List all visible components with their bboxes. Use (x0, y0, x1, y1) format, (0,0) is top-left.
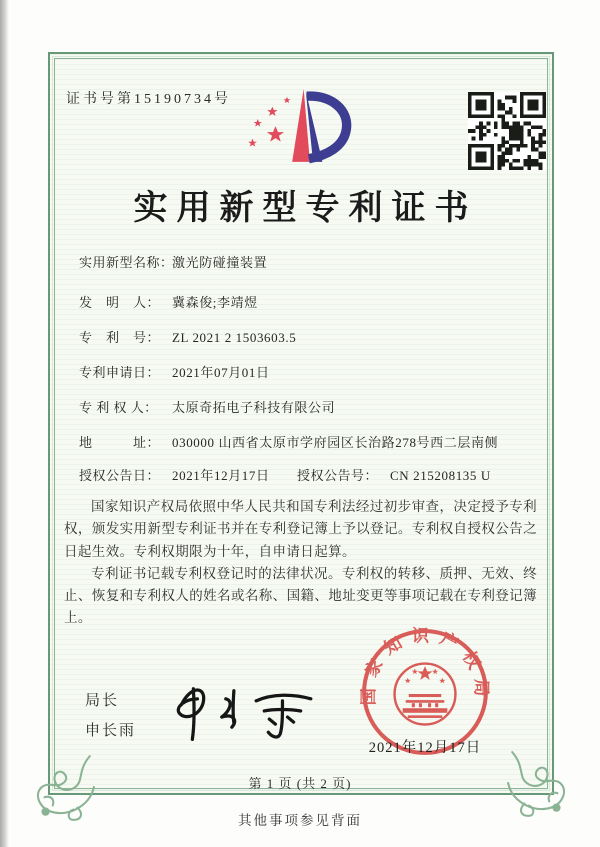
field-label: 地 址： (79, 435, 161, 450)
field-patent-number (79, 327, 539, 346)
certificate-number: 证书号第15190734号 (66, 92, 231, 107)
signer-block (85, 689, 136, 749)
field-patentee (79, 397, 539, 416)
field-label: 专 利 号： (79, 330, 161, 345)
signer-title: 局长 (85, 692, 120, 709)
field-label: 发 明 人： (79, 295, 161, 310)
field-value: 冀森俊;李靖煜 (172, 295, 258, 310)
field-label: 实用新型名称： (79, 255, 174, 270)
scan-edge-shadow (0, 0, 9, 847)
field-grant-publication-number (297, 465, 491, 484)
field-label: 授权公告日： (79, 468, 161, 483)
floral-flourish-icon (504, 748, 576, 820)
field-grant-row (79, 465, 539, 484)
seal-date: 2021年12月17日 (368, 740, 482, 756)
field-value: 太原奇拓电子科技有限公司 (172, 400, 336, 415)
handwritten-signature-icon (163, 676, 325, 748)
field-label: 专 利 权 人： (79, 400, 158, 415)
field-value: 2021年07月01日 (172, 365, 270, 380)
field-address (79, 432, 539, 451)
certificate-title: 实用新型专利证书 (133, 190, 478, 227)
svg-text:国家知识产权局 (359, 627, 491, 706)
field-value: ZL 2021 2 1503603.5 (172, 330, 297, 345)
legal-paragraph: 专利证书记载专利权登记时的法律状况。专利权的转移、质押、无效、终止、恢复和专利权人的姓名或名称、国籍、地址变更等事项记载在专利登记簿上。 (64, 565, 537, 626)
cnipa-logo-icon (240, 84, 360, 174)
field-label: 专利申请日： (79, 365, 161, 380)
legal-paragraph: 国家知识产权局依照中华人民共和国专利法经过初步审查，决定授予专利权，颁发实用新型专利证书并在专利登记簿上予以登记。专利权自授权公告之日起生效。专利权期限为十年，自申请日起算。 (64, 499, 537, 559)
field-value: 030000 山西省太原市学府园区长治路278号西二层南侧 (172, 435, 499, 450)
field-utility-model-name (79, 252, 539, 271)
field-inventors (79, 292, 539, 311)
field-value: 2021年12月17日 (172, 468, 270, 483)
field-filing-date (79, 362, 539, 381)
floral-flourish-icon (26, 752, 98, 824)
qr-code (468, 92, 546, 170)
back-note: 其他事项参见背面 (238, 813, 362, 828)
legal-text (64, 496, 537, 630)
field-value: 激光防碰撞装置 (172, 255, 268, 270)
field-label: 授权公告号： (297, 468, 379, 483)
signer-name: 申长雨 (85, 722, 137, 739)
page-number: 第 1 页 (共 2 页) (248, 776, 352, 791)
seal-text: 国家知识产权局 (359, 626, 491, 706)
field-value: CN 215208135 U (390, 468, 491, 483)
field-grant-date (79, 468, 270, 483)
